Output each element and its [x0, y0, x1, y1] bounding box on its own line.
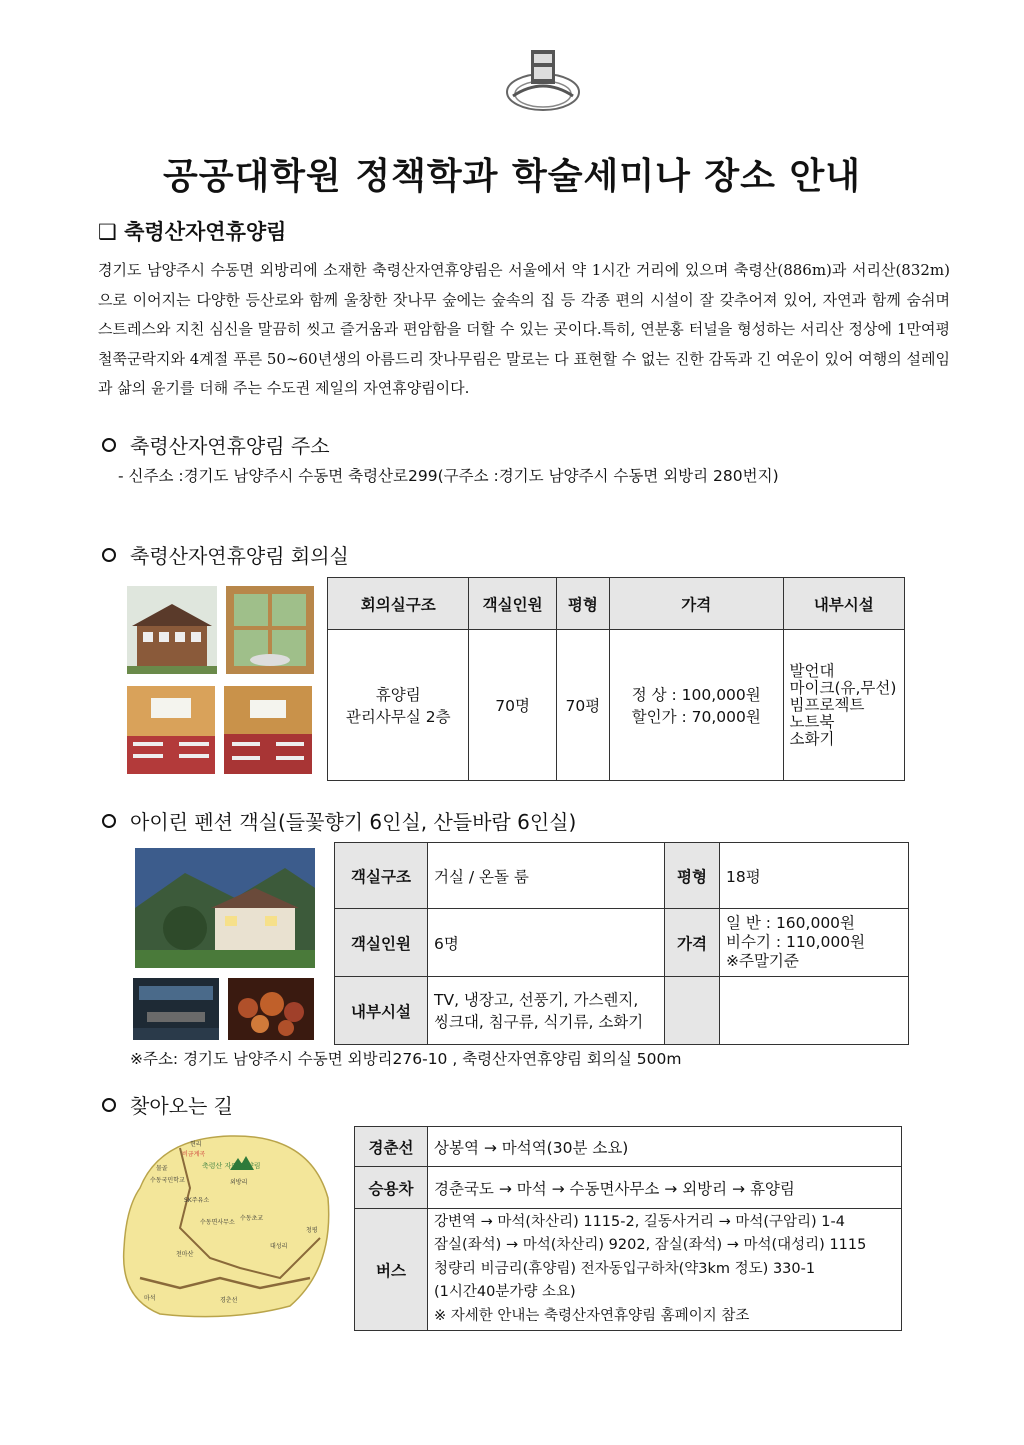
map-label: 천마산 — [176, 1251, 194, 1258]
map-label: 현리 — [190, 1141, 202, 1148]
location-map — [120, 1128, 334, 1322]
capacity-value: 6명 — [428, 909, 665, 977]
bus-line: ※ 자세한 안내는 축령산자연휴양림 홈페이지 참조 — [434, 1307, 750, 1324]
meeting-hall-photo-1 — [127, 686, 215, 774]
facility-value — [428, 977, 665, 1045]
pension-heading — [102, 806, 576, 835]
size-cell: 70평 — [556, 630, 609, 781]
facility-line-1: TV, 냉장고, 선풍기, 가스렌지, — [434, 990, 639, 1009]
address-heading — [102, 430, 330, 459]
circle-bullet-icon — [102, 1098, 116, 1112]
capacity-label: 객실인원 — [335, 909, 428, 977]
empty-cell — [665, 977, 720, 1045]
section-heading-text: 축령산자연휴양림 — [124, 220, 287, 244]
facility-item: 빔프로젝트 — [789, 695, 865, 714]
room-structure-cell — [328, 630, 469, 781]
square-marker-icon: ❑ — [98, 220, 117, 244]
price-line-3: ※주말기준 — [726, 952, 799, 970]
meeting-hall-photo-2 — [224, 686, 312, 774]
direction-label-car: 승용차 — [355, 1167, 428, 1209]
price-value — [720, 909, 909, 977]
map-label: SK주유소 — [184, 1197, 210, 1204]
map-label: 외방리 — [230, 1179, 248, 1186]
facility-item: 마이크(유,무선) — [789, 678, 897, 697]
directions-heading-text: 찾아오는 길 — [130, 1094, 233, 1118]
map-label: 청평 — [306, 1227, 318, 1234]
map-label: 마석 — [144, 1295, 156, 1302]
room-line-1: 휴양림 — [375, 686, 421, 704]
header-size: 평형 — [556, 578, 609, 630]
direction-bus-value — [428, 1209, 902, 1331]
header-capacity: 객실인원 — [469, 578, 556, 630]
meeting-heading — [102, 540, 349, 569]
meeting-heading-text: 축령산자연휴양림 회의실 — [130, 544, 349, 568]
pension-heading-text: 아이린 펜션 객실(들꽃향기 6인실, 산들바람 6인실) — [130, 810, 577, 834]
structure-label: 객실구조 — [335, 843, 428, 909]
section-heading — [98, 216, 286, 246]
map-label: 물골 — [156, 1165, 168, 1172]
capacity-cell: 70명 — [469, 630, 556, 781]
room-line-2: 관리사무실 2층 — [345, 708, 451, 726]
pension-exterior-photo — [135, 848, 315, 968]
circle-bullet-icon — [102, 548, 116, 562]
pension-address-note: ※주소: 경기도 남양주시 수동면 외방리276-10 , 축령산자연휴양림 회의실 500m — [130, 1050, 682, 1068]
meeting-room-table — [327, 577, 905, 781]
facility-item: 소화기 — [789, 729, 835, 748]
facility-label: 내부시설 — [335, 977, 428, 1045]
direction-label-bus: 버스 — [355, 1209, 428, 1331]
price-line-1: 정 상 : 100,000원 — [631, 686, 761, 704]
bus-line: 강변역 → 마석(차산리) 1115-2, 길동사거리 → 마석(구암리) 1-4 — [434, 1213, 845, 1230]
price-cell — [609, 630, 783, 781]
header-facilities: 내부시설 — [783, 578, 904, 630]
university-emblem-icon — [503, 40, 583, 118]
map-label: 비금계곡 — [182, 1151, 206, 1158]
size-value: 18평 — [720, 843, 909, 909]
map-label: 수동국민학교 — [150, 1177, 185, 1184]
intro-paragraph: 경기도 남양주시 수동면 외방리에 소재한 축령산자연휴양림은 서울에서 약 1시간 거리에 있으며 축령산(886m)과 서리산(832m)으로 이어지는 다양한 등산로와 함께 울창한 잣나무 숲에는 숲속의 집 등 각종 편의 시설이 잘 갖추어져 있어, 자연과 함께 숨쉬며 스트레스와 지친 심신을 말끔히 씻고 즐거움과 편암함을 더할 수 있는 곳이다.특히, 연분홍 터널을 형성하는 서리산 정상에 1만여평 철쭉군락지와 4계절 푸른 50~60년생의 아름드리 잣나무림은 말로는 다 표현할 수 없는 진한 감독과 긴 여운이 있어 여행의 설레임과 삶의 윤기를 더해 주는 수도권 제일의 자연휴양림이다. — [98, 261, 950, 397]
price-line-1: 일 반 : 160,000원 — [726, 914, 856, 932]
facility-item: 노트북 — [789, 712, 835, 731]
lodge-exterior-photo — [127, 586, 217, 674]
price-line-2: 할인가 : 70,000원 — [631, 708, 761, 726]
direction-train-value: 상봉역 → 마석역(30분 소요) — [428, 1127, 902, 1167]
size-label: 평형 — [665, 843, 720, 909]
direction-label-train: 경춘선 — [355, 1127, 428, 1167]
pension-table — [334, 842, 909, 1045]
structure-value: 거실 / 온돌 룸 — [428, 843, 665, 909]
header-price: 가격 — [609, 578, 783, 630]
direction-car-value: 경춘국도 → 마석 → 수동면사무소 → 외방리 → 휴양림 — [428, 1167, 902, 1209]
empty-cell — [720, 977, 909, 1045]
directions-heading — [102, 1090, 233, 1119]
directions-table — [354, 1126, 902, 1331]
address-heading-text: 축령산자연휴양림 주소 — [130, 434, 330, 458]
bus-line: (1시간40분가량 소요) — [434, 1284, 576, 1301]
address-text: - 신주소 :경기도 남양주시 수동면 축령산로299(구주소 :경기도 남양주시 수동면 외방리 280번지) — [118, 467, 779, 485]
map-label: 경춘선 — [220, 1297, 238, 1304]
map-label: 대성리 — [270, 1243, 288, 1250]
pension-grill-photo — [228, 978, 314, 1040]
price-label: 가격 — [665, 909, 720, 977]
pension-bbq-area-photo — [133, 978, 219, 1040]
map-title: 축령산 자연 휴양림 — [202, 1162, 261, 1170]
facility-item: 발언대 — [789, 661, 835, 680]
page-title: 공공대학원 정책학과 학술세미나 장소 안내 — [162, 156, 862, 197]
meeting-room-window-photo — [226, 586, 314, 674]
circle-bullet-icon — [102, 438, 116, 452]
facilities-cell — [783, 630, 904, 781]
circle-bullet-icon — [102, 814, 116, 828]
facility-line-2: 씽크대, 침구류, 식기류, 소화기 — [434, 1012, 644, 1031]
bus-line: 청량리 비금리(휴양림) 전자동입구하차(약3km 정도) 330-1 — [434, 1260, 816, 1277]
map-label: 수동초교 — [240, 1215, 264, 1222]
header-structure: 회의실구조 — [328, 578, 469, 630]
map-label: 수동면사무소 — [200, 1219, 235, 1226]
price-line-2: 비수기 : 110,000원 — [726, 933, 866, 951]
bus-line: 잠실(좌석) → 마석(차산리) 9202, 잠실(좌석) → 마석(대성리) 1115 — [434, 1237, 867, 1254]
